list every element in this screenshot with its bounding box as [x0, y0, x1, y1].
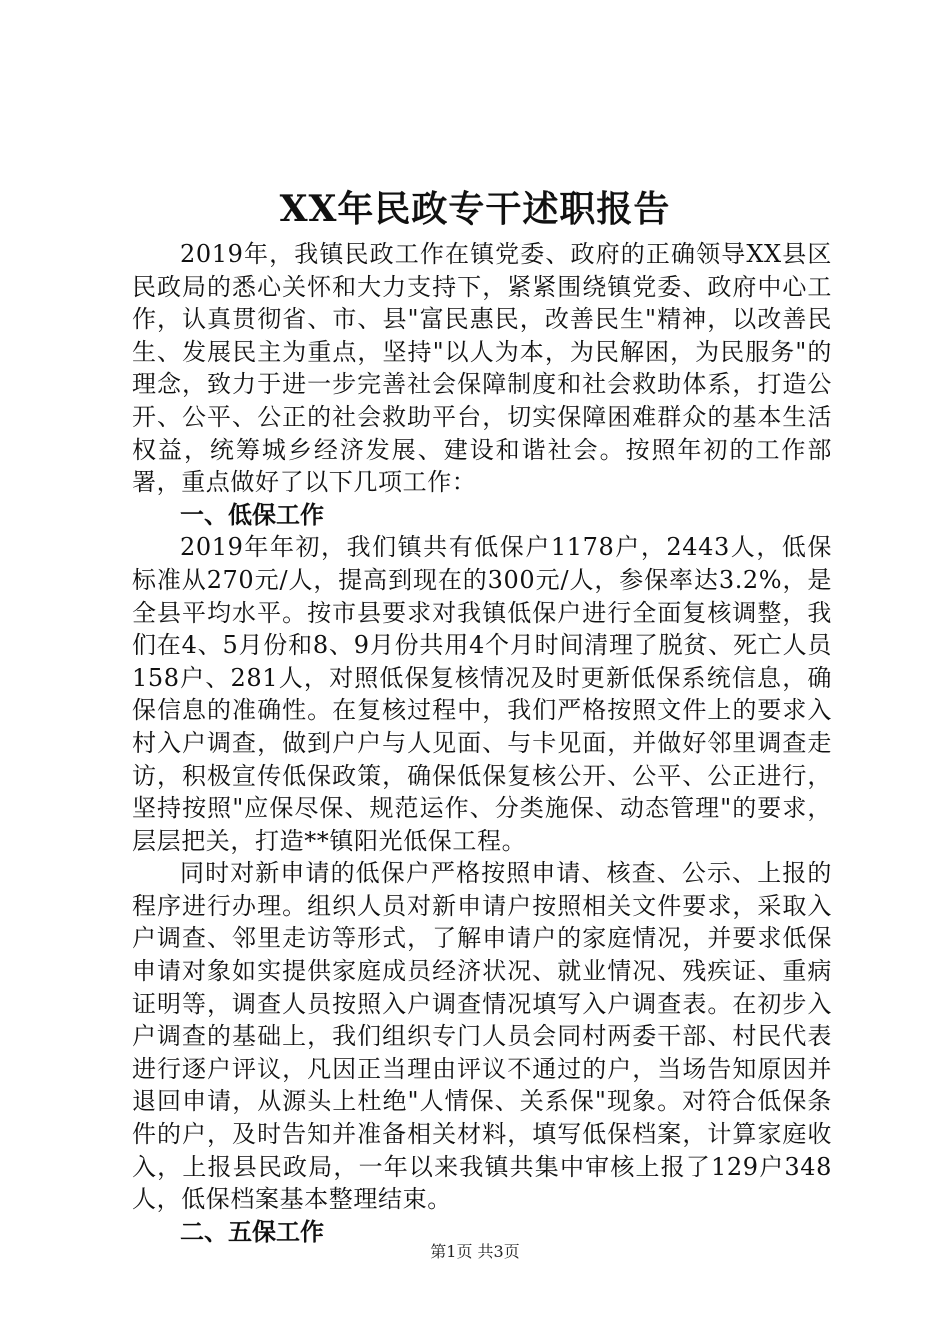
document-title: XX年民政专干述职报告	[279, 188, 671, 230]
section-heading-five-guarantees: 二、五保工作	[180, 1217, 324, 1246]
low-income-paragraph-1: 2019年年初，我们镇共有低保户1178户，2443人，低保标准从270元/人，提高到现在的300元/人，参保率达3.2%，是全县平均水平。按市县要求对我镇低保户进行全面复核调整，我们在4、5月份和8、9月份共用4个月时间清理了脱贫、死亡人员158户、281人，对照低保复核情况及时更新低保系统信息，确保信息的准确性。在复核过程中，我们严格按照文件上的要求入村入户调查，做到户户与人见面、与卡见面，并做好邻里调查走访，积极宣传低保政策，确保低保复核公开、公平、公正进行，坚持按照"应保尽保、规范运作、分类施保、动态管理"的要求，层层把关，打造**镇阳光低保工程。	[132, 533, 832, 855]
section-heading-low-income: 一、低保工作	[180, 500, 324, 529]
page-footer: 第1页 共3页	[430, 1242, 520, 1261]
document-body	[132, 238, 832, 1248]
low-income-paragraph-2: 同时对新申请的低保户严格按照申请、核查、公示、上报的程序进行办理。组织人员对新申请户按照相关文件要求，采取入户调查、邻里走访等形式，了解申请户的家庭情况，并要求低保申请对象如实提供家庭成员经济状况、就业情况、残疾证、重病证明等，调查人员按照入户调查情况填写入户调查表。在初步入户调查的基础上，我们组织专门人员会同村两委干部、村民代表进行逐户评议，凡因正当理由评议不通过的户，当场告知原因并退回申请，从源头上杜绝"人情保、关系保"现象。对符合低保条件的户，及时告知并准备相关材料，填写低保档案，计算家庭收入，上报县民政局，一年以来我镇共集中审核上报了129户348人，低保档案基本整理结束。	[132, 859, 832, 1214]
intro-paragraph: 2019年，我镇民政工作在镇党委、政府的正确领导XX县区民政局的悉心关怀和大力支持下，紧紧围绕镇党委、政府中心工作，认真贯彻省、市、县"富民惠民，改善民生"精神，以改善民生、发展民主为重点，坚持"以人为本，为民解困，为民服务"的理念，致力于进一步完善社会保障制度和社会救助体系，打造公开、公平、公正的社会救助平台，切实保障困难群众的基本生活权益，统筹城乡经济发展、建设和谐社会。按照年初的工作部署，重点做好了以下几项工作：	[132, 240, 832, 497]
